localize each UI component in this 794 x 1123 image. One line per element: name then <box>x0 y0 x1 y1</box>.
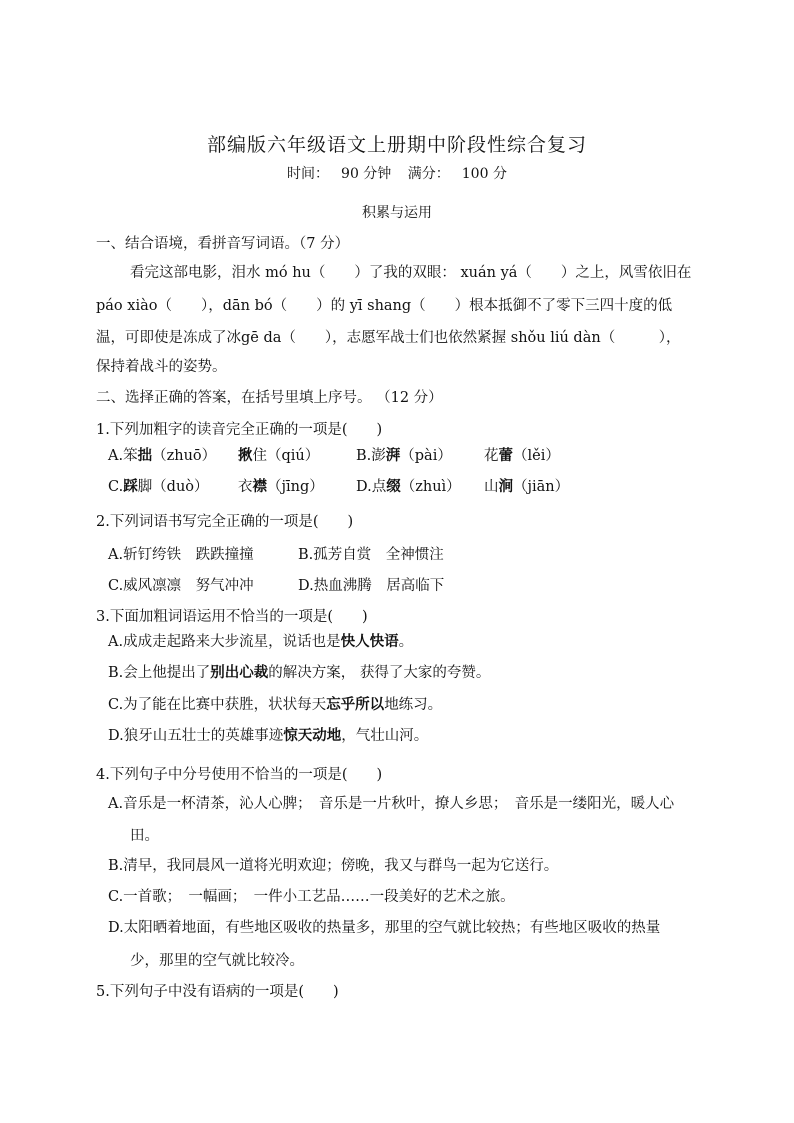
option-b-2: 花蕾（lěi） <box>484 447 560 464</box>
q2-4-option-b: B.清早，我同晨风一道将光明欢迎；傍晚，我又与群鸟一起为它送行。 <box>108 858 559 874</box>
option-a-1: A.笨拙（zhuō） <box>108 447 217 464</box>
section-title: 积累与运用 <box>362 205 432 221</box>
q2-3-option-d: D.狼牙山五壮士的英雄事迹惊天动地，气壮山河。 <box>108 727 429 744</box>
q2-4-option-d: D.太阳晒着地面，有些地区吸收的热量多，那里的空气就比较热；有些地区吸收的热量 <box>108 920 661 936</box>
q2-3-option-c: C.为了能在比赛中获胜，状状每天忘乎所以地练习。 <box>108 696 443 713</box>
q1-line-2: páo xiào（ ），dān bó（ ）的 yī shang（ ）根本抵御不了零下三四十度的低 <box>96 298 673 314</box>
score-value: 100 分 <box>461 166 507 182</box>
q1-line-3: 温，可即使是冻成了冰gē da（ ），志愿军战士们也依然紧握 shǒu liú dàn（ ）， <box>96 330 681 346</box>
option-c-1: C.踩脚（duò） <box>108 478 209 495</box>
option-c: C.威风凛凛 努气冲冲 <box>108 578 254 594</box>
option-b: B.孤芳自赏 全神惯注 <box>298 547 444 563</box>
score-label: 满分： <box>407 166 450 182</box>
q2-4-option-d-cont: 少，那里的空气就比较冷。 <box>130 953 304 969</box>
q2-1-options-row-1 <box>108 446 560 466</box>
option-d-1: D.点缀（zhuì） <box>356 478 461 495</box>
q2-3-option-a: A.成成走起路来大步流星，说话也是快人快语。 <box>108 633 414 650</box>
time-value: 90 分钟 <box>341 166 392 182</box>
q2-heading: 二、选择正确的答案，在括号里填上序号。 （12 分） <box>96 390 443 406</box>
q2-1-stem: 1.下列加粗字的读音完全正确的一项是( ) <box>96 422 383 438</box>
q2-2-options-row-1 <box>108 545 444 565</box>
q2-4-option-c: C.一首歌； 一幅画； 一件小工艺品……一段美好的艺术之旅。 <box>108 889 515 905</box>
q2-2-options-row-2 <box>108 576 444 596</box>
q2-1-options-row-2 <box>108 477 569 497</box>
exam-meta <box>0 163 794 183</box>
option-a: A.斩钉绔铁 跌跌撞撞 <box>108 547 254 563</box>
option-a-2: 揪住（qiú） <box>238 447 320 464</box>
option-d-2: 山涧（jiān） <box>484 478 570 495</box>
q1-line-1: 看完这部电影，泪水 mó hu（ ）了我的双眼： xuán yá（ ）之上，风雪依旧在 <box>130 265 692 281</box>
q2-3-option-b: B.会上他提出了别出心裁的解决方案， 获得了大家的夸赞。 <box>108 664 491 681</box>
q2-2-stem: 2.下列词语书写完全正确的一项是( ) <box>96 514 354 530</box>
option-c-2: 衣襟（jīng） <box>238 478 324 495</box>
q2-4-option-a: A.音乐是一杯清茶，沁人心脾； 音乐是一片秋叶，撩人乡思； 音乐是一缕阳光，暖人心 <box>108 796 675 812</box>
q2-4-option-a-cont: 田。 <box>130 828 159 844</box>
option-d: D.热血沸腾 居高临下 <box>298 578 445 594</box>
time-label: 时间： <box>287 166 330 182</box>
q2-3-stem: 3.下面加粗词语运用不恰当的一项是( ) <box>96 609 368 625</box>
q1-line-4: 保持着战斗的姿势。 <box>96 359 227 375</box>
q2-4-stem: 4.下列句子中分号使用不恰当的一项是( ) <box>96 767 383 783</box>
option-b-1: B.澎湃（pài） <box>356 447 452 464</box>
page-title: 部编版六年级语文上册期中阶段性综合复习 <box>206 134 587 156</box>
q1-heading: 一、结合语境，看拼音写词语。（7 分） <box>96 236 350 252</box>
q2-5-stem: 5.下列句子中没有语病的一项是( ) <box>96 984 339 1000</box>
